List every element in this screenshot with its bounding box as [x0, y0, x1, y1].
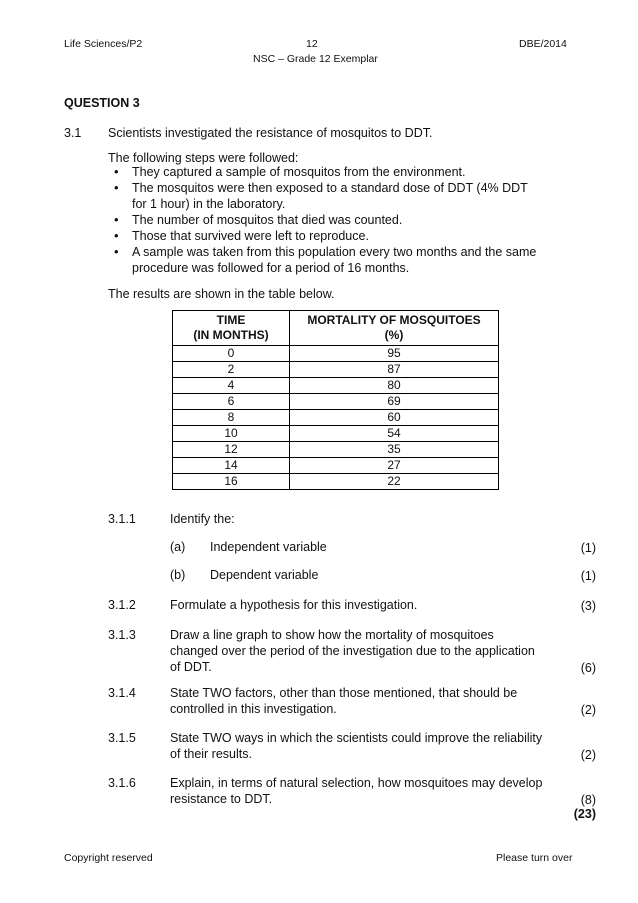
table-row — [173, 394, 499, 410]
q314-line2: controlled in this investigation. — [170, 702, 337, 716]
table-header-row — [173, 311, 499, 346]
q316-mark: (8) — [580, 793, 596, 807]
cell-mortality: 60 — [290, 410, 499, 426]
table-row — [173, 426, 499, 442]
q313-number: 3.1.3 — [108, 628, 136, 642]
cell-mortality: 35 — [290, 442, 499, 458]
q314-number: 3.1.4 — [108, 686, 136, 700]
cell-mortality: 69 — [290, 394, 499, 410]
steps-intro: The following steps were followed: — [108, 151, 299, 165]
footer-right: Please turn over — [496, 852, 573, 864]
q315-mark: (2) — [580, 748, 596, 762]
table-row — [173, 474, 499, 490]
list-item: • A sample was taken from this population every two months and the same procedure was followed for a period of 16 months. — [108, 244, 536, 276]
q313-line3: of DDT. — [170, 660, 212, 674]
cell-mortality: 54 — [290, 426, 499, 442]
q312-text: Formulate a hypothesis for this investigation. — [170, 598, 418, 612]
list-item: • The number of mosquitos that died was counted. — [108, 212, 536, 228]
results-intro: The results are shown in the table below. — [108, 287, 335, 301]
table-row — [173, 410, 499, 426]
q312-number: 3.1.2 — [108, 598, 136, 612]
q311-text: Identify the: — [170, 512, 235, 526]
q31-intro: Scientists investigated the resistance of mosquitos to DDT. — [108, 126, 433, 140]
q313-mark: (6) — [580, 661, 596, 675]
table-row — [173, 458, 499, 474]
steps-list — [108, 164, 536, 276]
q315-line2: of their results. — [170, 747, 252, 761]
table-row — [173, 346, 499, 362]
header-right: DBE/2014 — [519, 38, 567, 50]
qb-mark: (1) — [580, 569, 596, 583]
q311-number: 3.1.1 — [108, 512, 136, 526]
cell-time: 6 — [173, 394, 290, 410]
q314-mark: (2) — [580, 703, 596, 717]
header-mortality: MORTALITY OF MOSQUITOES (%) — [290, 311, 499, 346]
cell-time: 16 — [173, 474, 290, 490]
list-item: • Those that survived were left to reproduce. — [108, 228, 536, 244]
footer-left: Copyright reserved — [64, 852, 153, 864]
q313-line1: Draw a line graph to show how the mortality of mosquitoes — [170, 628, 494, 642]
qa-mark: (1) — [580, 541, 596, 555]
q316-line2: resistance to DDT. — [170, 792, 273, 806]
qb-label: (b) — [170, 568, 186, 582]
results-table — [172, 310, 499, 490]
list-item: • They captured a sample of mosquitos from the environment. — [108, 164, 536, 180]
table-row — [173, 442, 499, 458]
table-row — [173, 362, 499, 378]
cell-mortality: 80 — [290, 378, 499, 394]
cell-time: 12 — [173, 442, 290, 458]
header-subtitle: NSC – Grade 12 Exemplar — [253, 53, 378, 65]
table-row — [173, 378, 499, 394]
q316-number: 3.1.6 — [108, 776, 136, 790]
q312-mark: (3) — [580, 599, 596, 613]
cell-time: 10 — [173, 426, 290, 442]
cell-time: 14 — [173, 458, 290, 474]
q316-line1: Explain, in terms of natural selection, how mosquitoes may develop — [170, 776, 543, 790]
question-title: QUESTION 3 — [64, 96, 140, 110]
cell-time: 4 — [173, 378, 290, 394]
header-time: TIME (IN MONTHS) — [173, 311, 290, 346]
question-total-mark: (23) — [573, 807, 596, 821]
cell-mortality: 27 — [290, 458, 499, 474]
qa-label: (a) — [170, 540, 186, 554]
cell-mortality: 22 — [290, 474, 499, 490]
cell-mortality: 95 — [290, 346, 499, 362]
cell-time: 2 — [173, 362, 290, 378]
q31-number: 3.1 — [64, 126, 82, 140]
cell-mortality: 87 — [290, 362, 499, 378]
qb-text: Dependent variable — [210, 568, 319, 582]
qa-text: Independent variable — [210, 540, 327, 554]
header-left: Life Sciences/P2 — [64, 38, 143, 50]
q315-line1: State TWO ways in which the scientists could improve the reliability — [170, 731, 543, 745]
q315-number: 3.1.5 — [108, 731, 136, 745]
q313-line2: changed over the period of the investigation due to the application — [170, 644, 535, 658]
page-number: 12 — [306, 38, 318, 50]
cell-time: 0 — [173, 346, 290, 362]
cell-time: 8 — [173, 410, 290, 426]
q314-line1: State TWO factors, other than those mentioned, that should be — [170, 686, 518, 700]
list-item: • The mosquitos were then exposed to a standard dose of DDT (4% DDT for 1 hour) in the laboratory. — [108, 180, 536, 212]
